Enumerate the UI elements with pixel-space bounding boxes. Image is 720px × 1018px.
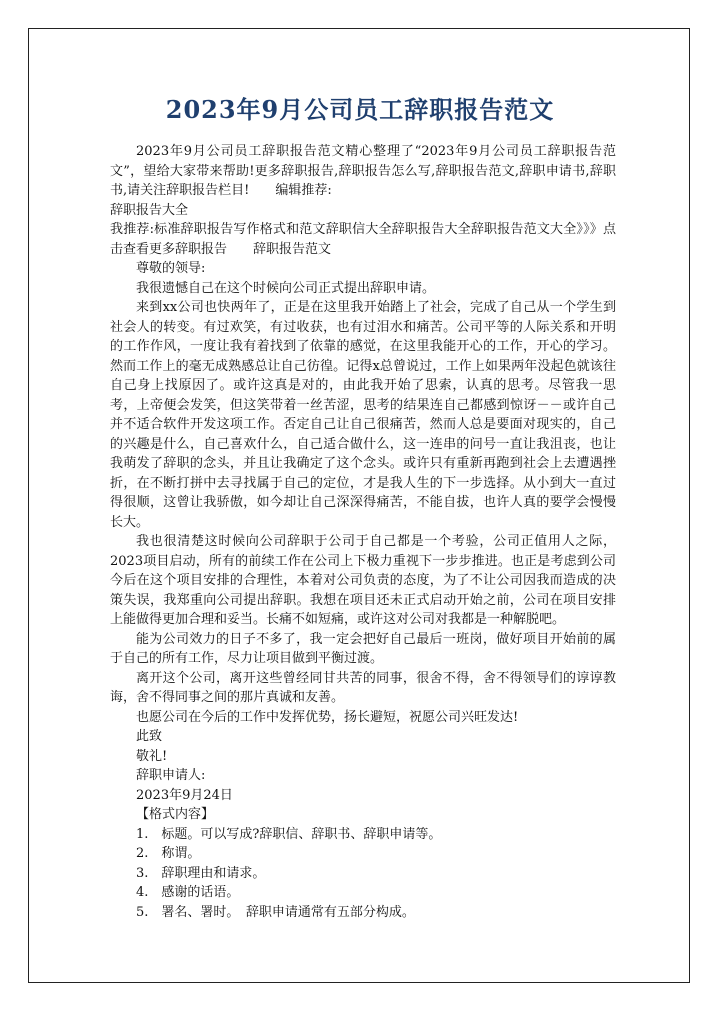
recommend-link-2: 我推荐:标准辞职报告写作格式和范文辞职信大全辞职报告大全辞职报告范文大全》》》点击查看更多辞职报告 辞职报告范文 <box>110 222 616 257</box>
body-paragraph: 能为公司效力的日子不多了，我一定会把好自己最后一班岗，做好项目开始前的属于自己的所有工作，尽力让项目做到平衡过渡。 <box>110 631 616 666</box>
recommend-link-1: 辞职报告大全 <box>110 202 189 218</box>
intro-paragraph: 2023年9月公司员工辞职报告范文精心整理了“2023年9月公司员工辞职报告范文”，望给大家带来帮助!更多辞职报告,辞职报告怎么写,辞职报告范文,辞职申请书,辞职书,请关注辞职报告栏目! 编辑推荐: <box>110 144 616 198</box>
format-heading: 【格式内容】 <box>136 807 215 822</box>
date-line: 2023年9月24日 <box>136 787 233 803</box>
format-item: 4. 感谢的话语。 <box>136 885 240 900</box>
format-item: 2. 称谓。 <box>136 846 201 861</box>
format-item: 3. 辞职理由和请求。 <box>136 865 266 881</box>
body-paragraph: 来到xx公司也快两年了，正是在这里我开始踏上了社会，完成了自己从一个学生到社会人的转变。有过欢笑，有过收获，也有过泪水和痛苦。公司平等的人际关系和开明的工作作风，一度让我有着找到了依靠的感觉，在这里我能开心的工作，开心的学习。然而工作上的毫无成熟感总让自己彷徨。记得x总曾说过，工作上如果两年没起色就该往自己身上找原因了。或许这真是对的，由此我开始了思索，认真的思考。尽管我一思考，上帝便会发笑，但这笑带着一丝苦涩，思考的结果连自己都感到惊讶－－或许自己并不适合软件开发这项工作。否定自己让自己很痛苦，然而人总是要面对现实的，自己的兴趣是什么，自己喜欢什么，自己适合做什么，这一连串的问号一直让我沮丧，也让我萌发了辞职的念头，并且让我确定了这个念头。或许只有重新再跑到社会上去遭遇挫折，在不断打拼中去寻找属于自己的定位，才是我人生的下一步选择。从小到大一直过得很顺，这曾让我骄傲，如今却让自己深深得痛苦，不能自拔，也许人真的要学会慢慢长大。 <box>110 300 616 530</box>
body-paragraph: 离开这个公司，离开这些曾经同甘共苦的同事，很舍不得，舍不得领导们的谆谆教诲，舍不得同事之间的那片真诚和友善。 <box>110 670 616 705</box>
signer-label: 辞职申请人: <box>136 768 206 783</box>
format-item: 5. 署名、署时。 辞职申请通常有五部分构成。 <box>136 904 415 920</box>
closing-line: 此致 <box>136 729 163 744</box>
closing-line: 敬礼! <box>136 748 168 764</box>
salutation: 尊敬的领导: <box>136 261 206 276</box>
document-title: 2023年9月公司员工辞职报告范文 <box>165 95 555 124</box>
body-paragraph: 我很遗憾自己在这个时候向公司正式提出辞职申请。 <box>136 280 436 296</box>
body-paragraph: 我也很清楚这时候向公司辞职于公司于自己都是一个考验，公司正值用人之际，2023项目启动，所有的前续工作在公司上下极力重视下一步步推进。也正是考虑到公司今后在这个项目安排的合理性，本着对公司负责的态度，为了不让公司因我而造成的决策失误，我郑重向公司提出辞职。我想在项目还未正式启动开始之前，公司在项目安排上能做得更加合理和妥当。长痛不如短痛，或许这对公司对我都是一种解脱吧。 <box>110 534 616 627</box>
body-paragraph: 也愿公司在今后的工作中发挥优势，扬长避短，祝愿公司兴旺发达! <box>136 709 519 725</box>
format-item: 1. 标题。可以写成?辞职信、辞职书、辞职申请等。 <box>136 826 442 842</box>
